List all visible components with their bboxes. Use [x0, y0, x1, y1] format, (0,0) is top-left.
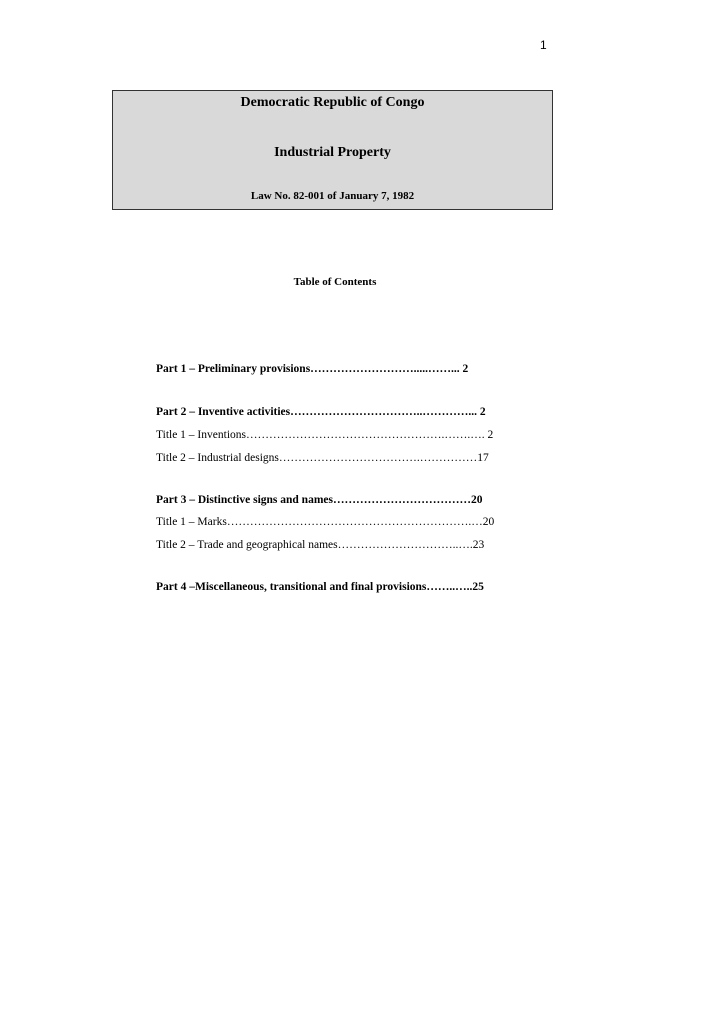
toc-entry-part-2-title-1: Title 1 – Inventions…………………………………………….…….…. 2: [156, 429, 494, 441]
toc-heading: Table of Contents: [293, 276, 377, 288]
subject-title: Industrial Property: [274, 145, 391, 160]
toc-entry-part-4: Part 4 –Miscellaneous, transitional and final provisions……..…..25: [156, 581, 484, 593]
country-title: Democratic Republic of Congo: [240, 95, 425, 110]
toc-entry-part-3-title-2: Title 2 – Trade and geographical names…………………………..….23: [156, 539, 485, 551]
document-title-box: [112, 90, 553, 210]
toc-entry-part-2: Part 2 – Inventive activities……………………………..…………... 2: [156, 406, 486, 418]
toc-entry-part-3-title-1: Title 1 – Marks……………………………………………………….…20: [156, 516, 495, 528]
toc-entry-part-1: Part 1 – Preliminary provisions……………………….....……... 2: [156, 363, 469, 375]
toc-entry-part-3: Part 3 – Distinctive signs and names………………………………20: [156, 494, 483, 506]
page-number: 1: [540, 38, 547, 52]
toc-entry-part-2-title-2: Title 2 – Industrial designs……………………………….……………17: [156, 452, 489, 464]
law-reference: Law No. 82-001 of January 7, 1982: [250, 190, 415, 202]
